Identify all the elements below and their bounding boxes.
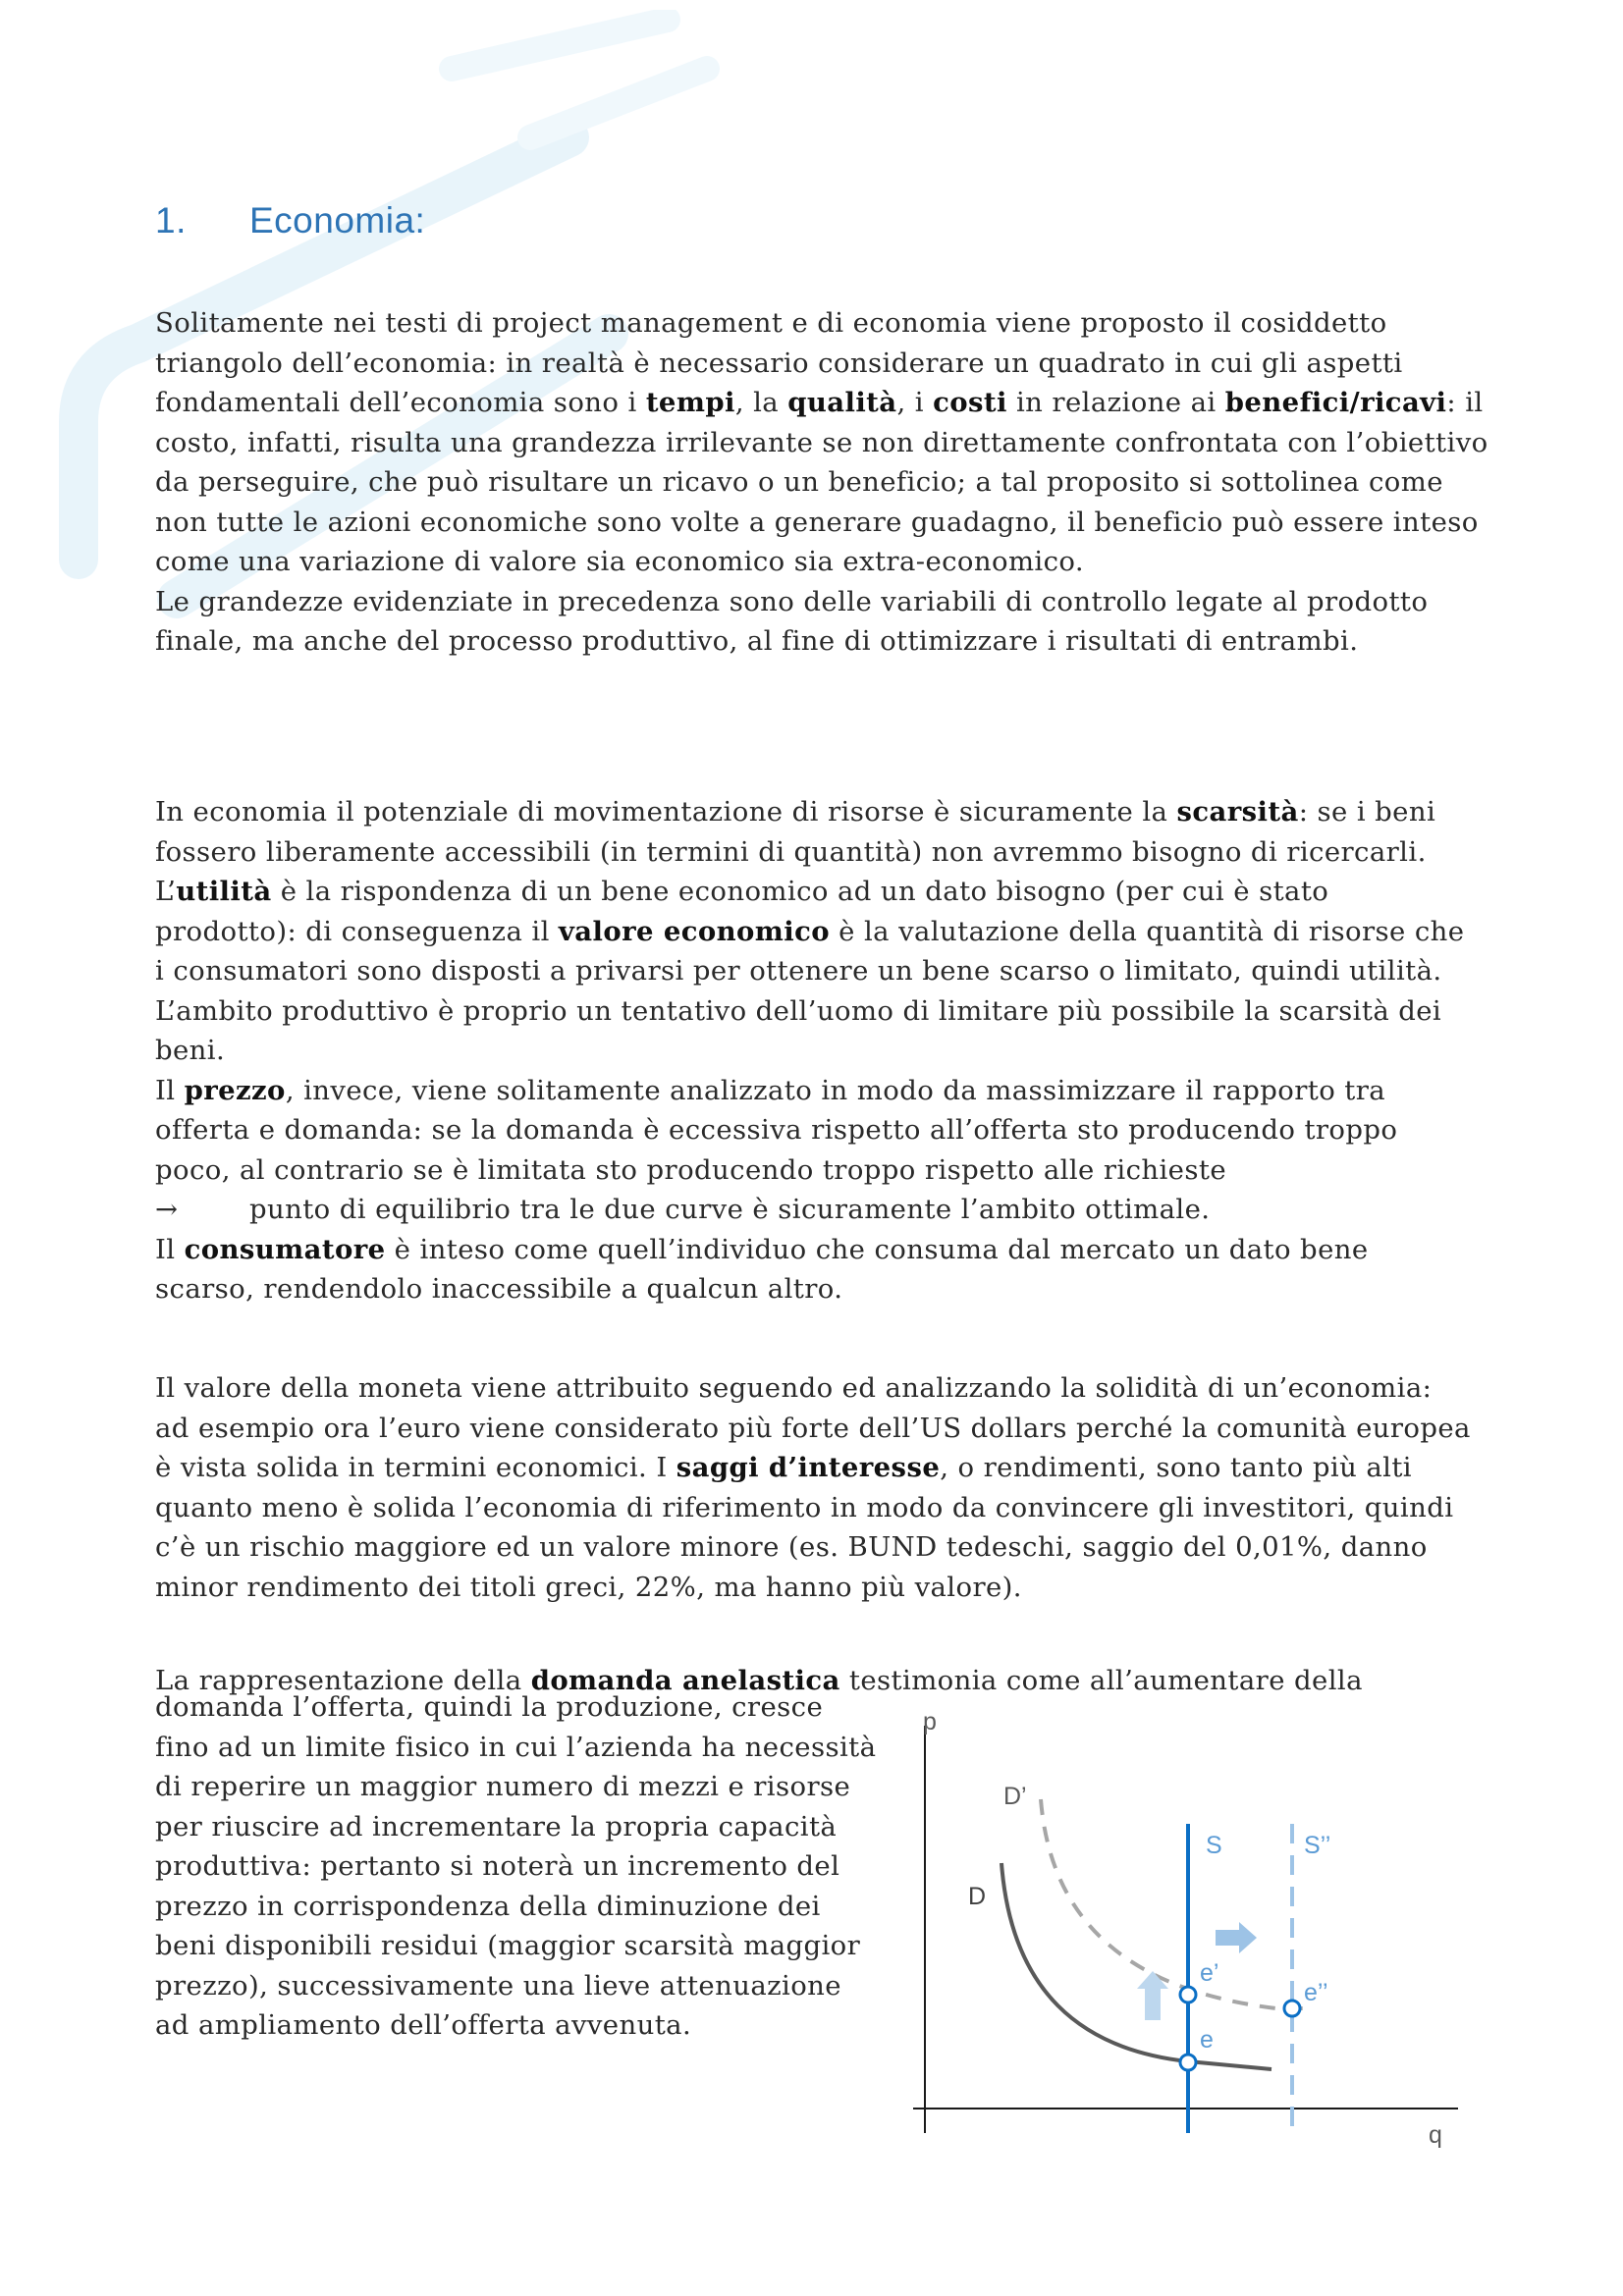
text-run: Il <box>155 1233 185 1265</box>
text-run: domanda l’offerta, quindi la produzione, cresce fino ad un limite fisico in cui l’azienda ha necessità di reperire un maggior numero di mezzi e risorse per riuscire ad incrementare la propria capacità produttiva: pertanto si noterà un incremento del prezzo in corrispondenza della diminuzione dei beni disponibili residui (maggior scarsità maggior prezzo), successivamente una lieve attenuazione ad ampliamento dell’offerta avvenuta. <box>155 1691 877 2041</box>
demand-shifted-label: D’ <box>1003 1783 1027 1810</box>
text-run: , i <box>896 387 934 418</box>
section-number: 1. <box>155 200 187 240</box>
equilibrium-point-e-prime <box>1180 1987 1196 2002</box>
bold-term-valore-economico: valore economico <box>558 915 831 947</box>
equilibrium-label-e-prime: e’ <box>1200 1959 1219 1987</box>
text-run: è la valutazione della quantità di risorse che i consumatori sono disposti a privarsi per ottenere un bene scarso o limitato, quindi utilità. L’ambito produttivo è proprio un tentativo dell’uomo di limitare più possibile la scarsità dei beni. <box>155 915 1465 1066</box>
bold-term-consumatore: consumatore <box>184 1233 386 1265</box>
text-run: L’ <box>155 876 177 907</box>
text-run: Le grandezze evidenziate in precedenza sono delle variabili di controllo legate al prodotto finale, ma anche del processo produttivo, al fine di ottimizzare i risultati di entrambi. <box>155 585 1429 657</box>
bold-term-prezzo: prezzo <box>184 1074 286 1106</box>
text-run: : il costo, infatti, risulta una grandezza irrilevante se non direttamente confrontata con l’obiettivo da perseguire, che può risultare un ricavo o un beneficio; a tal proposito si sottolinea come non tutte le azioni economiche sono volte a generare guadagno, il beneficio può essere inteso come una variazione di valore sia economico sia extra-economico. <box>155 387 1488 577</box>
text-run: La rappresentazione della <box>155 1665 531 1696</box>
text-run: , o rendimenti, sono tanto più alti quanto meno è solida l’economia di riferimento in modo da convincere gli investitori, quindi c’è un rischio maggiore ed un valore minore (es. BUND tedeschi, saggio del 0,01%, danno minor rendimento dei titoli greci, 22%, ma hanno più valore). <box>155 1452 1454 1603</box>
y-axis-label: p <box>923 1708 937 1735</box>
equilibrium-label-e: e <box>1200 2026 1214 2054</box>
text-run: in relazione ai <box>1006 387 1225 418</box>
arrow-line <box>155 1194 1210 1225</box>
demand-label: D <box>968 1883 987 1910</box>
supply-shifted-label: S’’ <box>1304 1832 1331 1859</box>
text-run: , invece, viene solitamente analizzato in modo da massimizzare il rapporto tra offerta e domanda: se la domanda è eccessiva rispetto all’offerta sto producendo troppo poco, al contrario se è limitata sto producendo troppo rispetto alle richieste <box>155 1074 1398 1186</box>
text-run: è la rispondenza di un bene economico ad un dato bisogno (per cui è stato prodotto): di conseguenza il <box>155 876 1329 947</box>
bold-term-utilita: utilità <box>176 876 272 907</box>
paragraph-currency <box>155 1368 1471 1607</box>
text-run: , la <box>734 387 788 418</box>
section-heading <box>155 200 425 241</box>
section-title: Economia: <box>249 200 426 240</box>
equilibrium-point-e-double-prime <box>1284 2001 1300 2016</box>
equilibrium-point-e <box>1180 2055 1196 2070</box>
equilibrium-label-e-double-prime: e’’ <box>1304 1979 1328 2006</box>
demand-curve-shifted <box>1041 1799 1306 2008</box>
text-run: punto di equilibrio tra le due curve è sicuramente l’ambito ottimale. <box>249 1194 1211 1225</box>
shift-right-arrow <box>1216 1922 1257 1953</box>
bold-term-costi: costi <box>933 387 1007 418</box>
text-run: testimonia come all’aumentare della <box>839 1665 1363 1696</box>
text-run: Il <box>155 1074 185 1106</box>
paragraph-inelastic-body <box>155 1687 882 2046</box>
bold-term-tempi: tempi <box>645 387 735 418</box>
text-run: è inteso come quell’individuo che consuma dal mercato un dato bene scarso, rendendolo inaccessibile a qualcun altro. <box>155 1233 1369 1305</box>
supply-label: S <box>1206 1832 1222 1859</box>
text-run: Il valore della moneta viene attribuito seguendo ed analizzando la solidità di un’economia: ad esempio ora l’euro viene considerato più forte dell’US dollars perché la comunità europea è vista solida in termini economici. I <box>155 1372 1471 1483</box>
text-run: In economia il potenziale di movimentazione di risorse è sicuramente la <box>155 796 1177 828</box>
bold-term-qualita: qualità <box>787 387 897 418</box>
x-axis-label: q <box>1429 2121 1442 2148</box>
supply-demand-diagram <box>903 1696 1473 2148</box>
text-run: : se i beni fossero liberamente accessibili (in termini di quantità) non avremmo bisogno di ricercarli. <box>155 796 1436 868</box>
bold-term-saggi-interesse: saggi d’interesse <box>676 1452 941 1483</box>
bold-term-domanda-anelastica: domanda anelastica <box>530 1665 840 1696</box>
paragraph-scarcity <box>155 792 1471 1309</box>
text-run: Solitamente nei testi di project management e di economia viene proposto il cosiddetto triangolo dell’economia: in realtà è necessario considerare un quadrato in cui gli aspetti fondamentali dell’economia sono i <box>155 307 1403 418</box>
paragraph-economy-square <box>155 303 1490 662</box>
bold-term-scarsita: scarsità <box>1176 796 1299 828</box>
arrow-icon: → <box>155 1194 179 1225</box>
bold-term-benefici: benefici/ricavi <box>1224 387 1447 418</box>
